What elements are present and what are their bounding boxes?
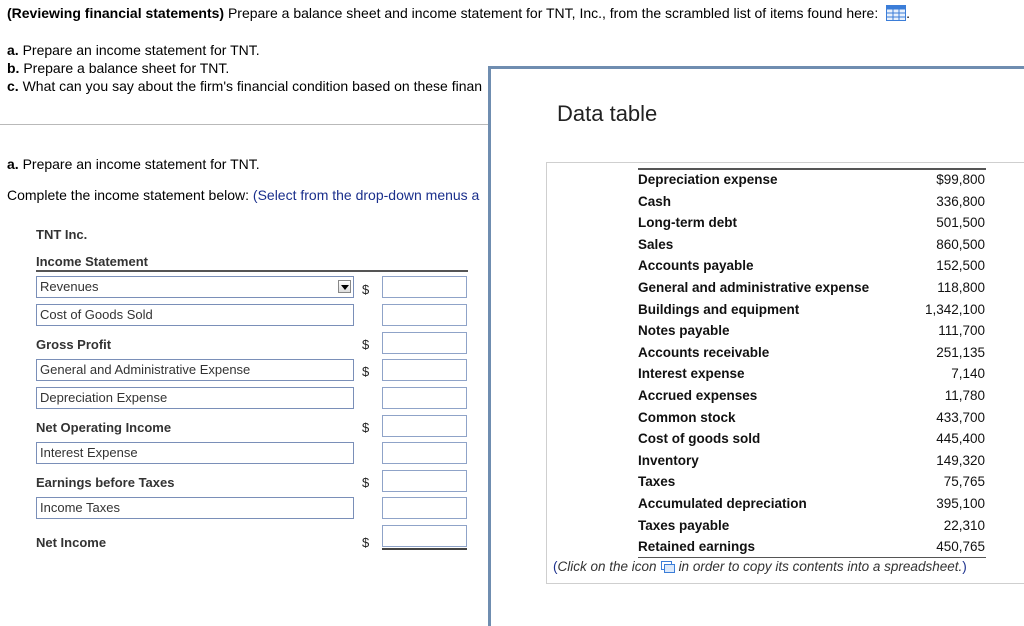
- taxes-dropdown[interactable]: [36, 497, 354, 519]
- data-table-row: [638, 366, 986, 387]
- data-table-row: [638, 410, 986, 431]
- row-label: Taxes payable: [638, 517, 730, 533]
- dollar-sign: $: [362, 420, 370, 435]
- data-table-row: [638, 258, 986, 279]
- net-income-label: Net Income: [36, 535, 107, 550]
- row-label: Depreciation expense: [638, 172, 778, 187]
- gross-profit-input[interactable]: [382, 332, 467, 354]
- noi-label: Net Operating Income: [36, 420, 172, 435]
- row-value: 149,320: [936, 452, 985, 468]
- row-value: 501,500: [936, 215, 985, 231]
- row-label: Accounts payable: [638, 258, 754, 274]
- row-value: 11,780: [944, 388, 985, 403]
- data-table-row: [638, 453, 986, 474]
- row-value: $99,800: [936, 172, 985, 187]
- data-table-row: [638, 518, 986, 539]
- question-title-end: .: [906, 5, 911, 21]
- cogs-input[interactable]: [382, 304, 467, 326]
- noi-input[interactable]: [382, 415, 467, 437]
- row-label: Interest expense: [638, 366, 745, 382]
- data-table-row: [638, 215, 986, 236]
- part-a-prompt: [7, 42, 260, 58]
- row-label: General and administrative expense: [638, 280, 870, 295]
- part-c-prompt: [7, 78, 482, 94]
- revenues-input[interactable]: [382, 276, 467, 298]
- interest-label: Interest Expense: [40, 445, 138, 460]
- ebt-label: Earnings before Taxes: [36, 475, 175, 490]
- row-label: Sales: [638, 236, 674, 252]
- row-label: Retained earnings: [638, 539, 756, 555]
- note-close: ): [962, 559, 967, 574]
- taxes-input[interactable]: [382, 497, 467, 519]
- data-table-row: [638, 194, 986, 215]
- row-label: Cash: [638, 193, 672, 209]
- copy-note: [553, 559, 967, 574]
- note-open: (: [553, 559, 558, 574]
- dollar-sign: $: [362, 535, 370, 550]
- row-value: 433,700: [936, 409, 985, 425]
- part-a-letter: a.: [7, 42, 19, 58]
- ebt-input[interactable]: [382, 470, 467, 492]
- company-name: TNT Inc.: [36, 227, 88, 242]
- section-letter: a.: [7, 156, 19, 172]
- header-rule: [36, 270, 468, 272]
- row-label: Cost of goods sold: [638, 431, 761, 447]
- row-value: 1,342,100: [924, 301, 985, 317]
- row-label: Common stock: [638, 409, 736, 425]
- instruction: [7, 187, 479, 203]
- row-value: 118,800: [937, 280, 985, 295]
- part-a-text: Prepare an income statement for TNT.: [18, 42, 260, 58]
- row-value: 336,800: [936, 193, 985, 209]
- part-b-letter: b.: [7, 60, 20, 76]
- data-table-row: [638, 388, 986, 409]
- row-value: 395,100: [936, 496, 985, 511]
- dollar-sign: $: [362, 337, 370, 352]
- divider: [0, 124, 488, 125]
- table-grid-icon[interactable]: [886, 5, 906, 21]
- gna-input[interactable]: [382, 359, 467, 381]
- statement-title: Income Statement: [36, 254, 148, 269]
- row-label: Inventory: [638, 452, 699, 468]
- data-table-bottom-rule: [638, 557, 986, 558]
- note-text-a: Click on the icon: [557, 559, 657, 574]
- data-table-row: [638, 302, 986, 323]
- double-underline: [382, 548, 467, 550]
- row-label: Buildings and equipment: [638, 301, 800, 317]
- row-value: 22,310: [943, 517, 985, 533]
- gross-profit-label: Gross Profit: [36, 337, 112, 352]
- chevron-down-icon[interactable]: [338, 280, 351, 293]
- row-value: 152,500: [936, 258, 985, 274]
- data-table-title: Data table: [557, 101, 658, 126]
- question-title-text: Prepare a balance sheet and income statement for TNT, Inc., from the scrambled list of items found here:: [224, 5, 883, 21]
- row-value: 7,140: [951, 366, 985, 382]
- data-table-top-rule: [638, 168, 986, 170]
- instruction-hint: (Select from the drop-down menus a: [252, 187, 480, 203]
- row-label: Accounts receivable: [638, 344, 770, 360]
- row-label: Taxes: [638, 474, 676, 490]
- row-value: 445,400: [936, 431, 985, 447]
- data-table-row: [638, 431, 986, 452]
- depreciation-label: Depreciation Expense: [40, 390, 168, 405]
- row-label: Accumulated depreciation: [638, 496, 807, 511]
- gna-dropdown[interactable]: [36, 359, 354, 381]
- data-table-row: [638, 345, 986, 366]
- part-b-text: Prepare a balance sheet for TNT.: [19, 60, 230, 76]
- data-table-row: [638, 496, 986, 517]
- taxes-label: Income Taxes: [40, 500, 120, 515]
- revenues-label: Revenues: [40, 279, 99, 294]
- dollar-sign: $: [362, 282, 370, 297]
- dollar-sign: $: [362, 364, 370, 379]
- row-value: 860,500: [936, 236, 985, 252]
- data-table-row: [638, 280, 986, 301]
- data-table-row: [638, 323, 986, 344]
- part-b-prompt: [7, 60, 229, 76]
- row-value: 251,135: [936, 344, 985, 360]
- cogs-label: Cost of Goods Sold: [40, 307, 153, 322]
- row-label: Accrued expenses: [638, 388, 758, 403]
- section-heading-text: Prepare an income statement for TNT.: [18, 156, 260, 172]
- row-value: 75,765: [943, 474, 985, 490]
- row-value: 111,700: [938, 323, 985, 339]
- question-title: [7, 5, 910, 21]
- question-title-bold: (Reviewing financial statements): [7, 5, 225, 21]
- depreciation-input[interactable]: [382, 387, 467, 409]
- dollar-sign: $: [362, 475, 370, 490]
- revenues-dropdown[interactable]: [36, 276, 354, 298]
- data-table-row: [638, 237, 986, 258]
- section-heading: [7, 156, 260, 172]
- interest-input[interactable]: [382, 442, 467, 464]
- row-label: Notes payable: [638, 323, 730, 339]
- net-income-input[interactable]: [382, 525, 467, 547]
- interest-dropdown[interactable]: [36, 442, 354, 464]
- cogs-dropdown[interactable]: [36, 304, 354, 326]
- gna-label: General and Administrative Expense: [40, 362, 251, 377]
- row-value: 450,765: [936, 539, 985, 555]
- data-table-row: [638, 474, 986, 495]
- note-text-b: in order to copy its contents into a spreadsheet.: [678, 559, 963, 574]
- data-table-row: [638, 172, 986, 193]
- instruction-text: Complete the income statement below:: [7, 187, 253, 203]
- part-c-letter: c.: [7, 78, 19, 94]
- row-label: Long-term debt: [638, 215, 737, 231]
- copy-icon[interactable]: [661, 561, 675, 573]
- depreciation-dropdown[interactable]: [36, 387, 354, 409]
- part-c-text: What can you say about the firm's financial condition based on these finan: [18, 78, 483, 94]
